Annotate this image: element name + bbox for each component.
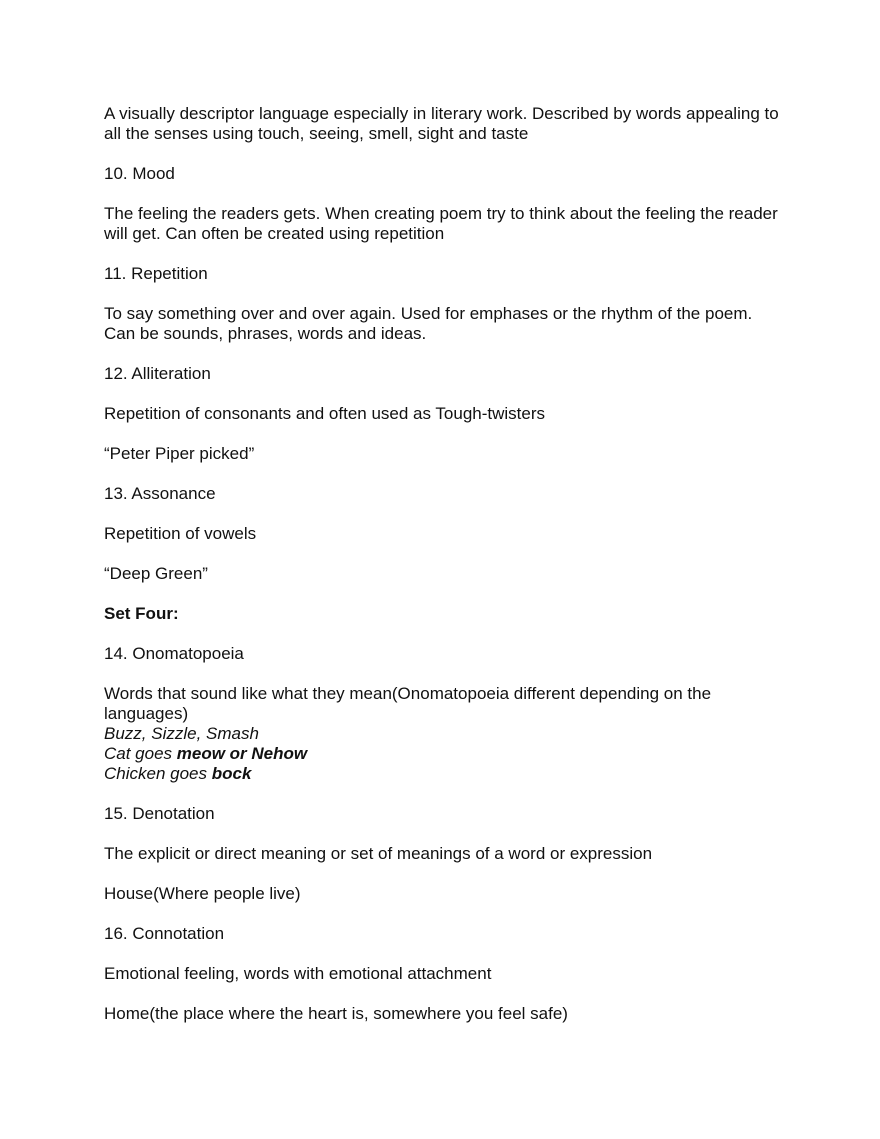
onomatopoeia-example-3-sound: bock [211, 764, 252, 783]
imagery-definition: A visually descriptor language especially in literary work. Described by words appealing to all the senses using touch, seeing, smell, sight and taste [104, 104, 779, 143]
repetition-heading: 11. Repetition [104, 264, 208, 283]
alliteration-example: “Peter Piper picked” [104, 444, 255, 463]
set-four-heading: Set Four: [104, 604, 179, 623]
repetition-definition: To say something over and over again. Used for emphases or the rhythm of the poem. Can be sounds, phrases, words and ideas. [104, 304, 753, 343]
onomatopoeia-definition: Words that sound like what they mean(Onomatopoeia different depending on the languages) [104, 684, 712, 723]
onomatopoeia-example-3-prefix: Chicken goes [104, 764, 212, 783]
connotation-example: Home(the place where the heart is, somewhere you feel safe) [104, 1004, 568, 1023]
onomatopoeia-example-2-prefix: Cat goes [104, 744, 177, 763]
document-body [104, 104, 784, 1044]
onomatopoeia-heading: 14. Onomatopoeia [104, 644, 244, 663]
mood-definition: The feeling the readers gets. When creating poem try to think about the feeling the reader will get. Can often be created using repetition [104, 204, 778, 243]
assonance-heading: 13. Assonance [104, 484, 216, 503]
connotation-heading: 16. Connotation [104, 924, 225, 943]
denotation-heading: 15. Denotation [104, 804, 215, 823]
denotation-definition: The explicit or direct meaning or set of meanings of a word or expression [104, 844, 653, 863]
onomatopoeia-example-1: Buzz, Sizzle, Smash [104, 724, 259, 743]
assonance-definition: Repetition of vowels [104, 524, 257, 543]
onomatopoeia-example-2 [104, 744, 784, 764]
onomatopoeia-example-3 [104, 764, 784, 784]
assonance-example: “Deep Green” [104, 564, 208, 583]
onomatopoeia-example-2-sound: meow or Nehow [176, 744, 308, 763]
connotation-definition: Emotional feeling, words with emotional attachment [104, 964, 492, 983]
alliteration-heading: 12. Alliteration [104, 364, 211, 383]
alliteration-definition: Repetition of consonants and often used as Tough-twisters [104, 404, 546, 423]
denotation-example: House(Where people live) [104, 884, 301, 903]
mood-heading: 10. Mood [104, 164, 175, 183]
